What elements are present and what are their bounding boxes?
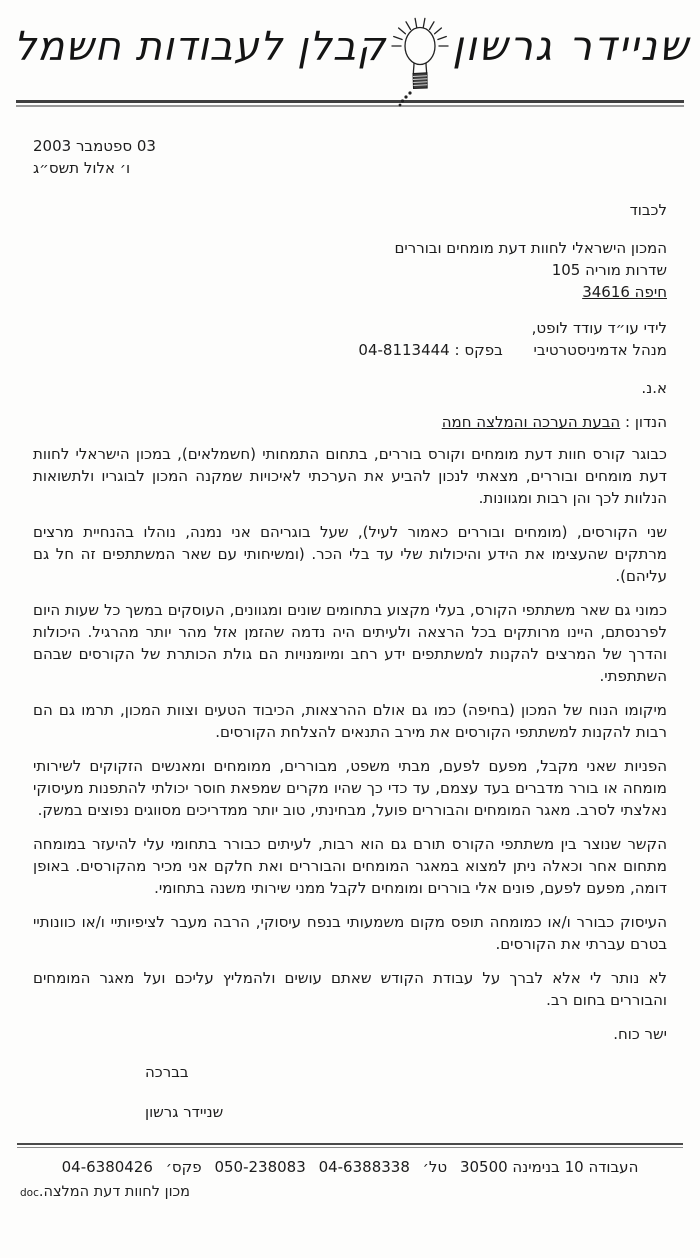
- fax-number: 04-8113444: [358, 341, 450, 359]
- date-hebrew: ו׳ אלול תשס״ג: [33, 159, 131, 177]
- blessing: ישר כוח.: [613, 1025, 667, 1043]
- header-rule: [16, 100, 684, 107]
- signature-name: שניידר גרשון: [145, 1103, 224, 1121]
- subject-label: הנדון :: [625, 413, 667, 431]
- footer-contact-line: [0, 1158, 700, 1176]
- lightbulb-icon: [386, 12, 452, 114]
- footer-tel-label: טל׳: [422, 1158, 448, 1176]
- body-paragraph: כמוני גם שאר משתתפי הקורס, בעלי מקצוע בתחומים שונים ומגוונים, העוסקים במשך כל שעות היום לפרנסתם, היינו מרותקים בכל הרצאה ולעיתים היה נדמה שהזמן אזל מהר יותר מהרגיל. היכולות והדרך של המרצים להקנות למשתתפים ידע רחב ומיומנויות הם גולת הכותרת של הקורסים שבהם השתתפתי.: [33, 601, 667, 685]
- date-gregorian: 03 ספטמבר 2003: [33, 137, 156, 155]
- recipient-role: מנהל אדמיניסטרטיבי: [533, 341, 667, 359]
- company-tagline: קבלן לעבודות חשמל: [13, 24, 387, 70]
- footer-fax: 04-6380426: [61, 1158, 153, 1176]
- body-paragraph: לא נותר לי אלא לברך על עבודת הקודש שאתם עושים ולהמליץ עליכם ועל מאגר המומחים והבוררים בחום רב.: [33, 969, 667, 1009]
- company-name: שניידר גרשון: [452, 22, 690, 70]
- body-paragraph: כבוגר קורס חוות דעת מומחים וקורס בוררים, בתחום התמחותי (חשמלאים), במכון הישראלי לחוות דעת מומחים ובוררים, מצאתי לנכון להביע את הערכתי לאיכויות שמקנה המכון לבוגריו ולתשואות הנלוות לכך והן רבות ומגוונות.: [33, 445, 667, 507]
- recipient-address: [33, 237, 667, 303]
- footer-fax-label: פקס׳: [165, 1158, 202, 1176]
- footer-rule: [17, 1143, 683, 1148]
- regards: בברכה: [145, 1063, 189, 1081]
- date-block: [33, 135, 667, 179]
- recipient-street: שדרות מוריה 105: [551, 261, 667, 279]
- footer-mobile: 050-238083: [214, 1158, 306, 1176]
- closing-block: [33, 1061, 667, 1123]
- page-footer: [0, 1143, 700, 1200]
- recipient-org: המכון הישראלי לחוות דעת מומחים ובוררים: [394, 239, 667, 257]
- paragraphs: [33, 443, 667, 1011]
- body-paragraph: הפניות שאני מקבל, מפעם לפעם, מבתי משפט, מבוררים, ממומחים ומאנשים הזקוקים לשירותי מומחה או בורר מדברים בעד עצמם, עד כדי כך שהיו מקרים שמפאת חוסר יכולתי להתפנות מעיסוקי נאלצתי לסרב. מאגר המומחים והבוררים פועל, מבחינתי, טוב יותר ממדריכים מסווגים נפוצים במשק.: [33, 757, 667, 819]
- attn-line: לידי עו״ד עודד לופט,: [531, 319, 667, 337]
- doc-name: מכון לחוות דעת המלצה.: [38, 1184, 191, 1200]
- role-line: [33, 339, 667, 361]
- subject-line: [33, 411, 667, 433]
- recipient-city: חיפה 34616: [582, 283, 667, 301]
- fax-label: בפקס :: [454, 341, 503, 359]
- body-paragraph: הקשר שנוצר בין משתתפי הקורס תורם גם הוא רבות, לעיתים כבורר בתחומי עלי להיעזר במומחה מתחום אחר וכאלה ניתן למצוא במאגר המומחים והבוררים ואת חלקם אני מכיר מהקורסים. באופן דומה, מפעם לפעם, פונים אלי בוררים ומומחים לקבל ממני שירותי משנה בתחומי.: [33, 835, 667, 897]
- body-paragraph: העיסוק כבורר ו/או כמומחה תופס מקום משמעותי בנפח עיסוקי, הרבה מעבר לציפיותיי ו/או כוונותיי בטרם עברתי את הקורסים.: [33, 913, 667, 953]
- recipient-salutation: לכבוד: [629, 201, 667, 219]
- doc-note-line: [0, 1184, 700, 1200]
- body-paragraph: מיקומו הנוח של המכון (בחיפה) כמו גם אולם ההרצאות, הכיבוד הטעים וצוות המכון, תרמו גם הם רבות להקנות למשתתפי הקורסים את מירב התנאים להצלחת הקורסים.: [33, 701, 667, 741]
- greeting: א.נ.: [641, 379, 667, 397]
- footer-tel: 04-6388338: [318, 1158, 410, 1176]
- footer-address: העבודה 10 בנימינה 30500: [459, 1158, 639, 1176]
- letter-body: [0, 135, 700, 1123]
- doc-ext: doc: [20, 1187, 39, 1199]
- letterhead: [0, 0, 700, 100]
- body-paragraph: שני הקורסים, (מומחים ובוררים כאמור לעיל), שעל בוגריהם אני נמנה, נוהלו בהנחיית מרצים מרתקים שהעצימו את הידע והיכולות שלי עד בלי הכר. (ומשיחותי עם שאר המשתתפים זה חל גם עליהם).: [33, 523, 667, 585]
- attn-block: [33, 317, 667, 361]
- subject-text: הבעת הערכה והמלצה חמה: [441, 413, 621, 431]
